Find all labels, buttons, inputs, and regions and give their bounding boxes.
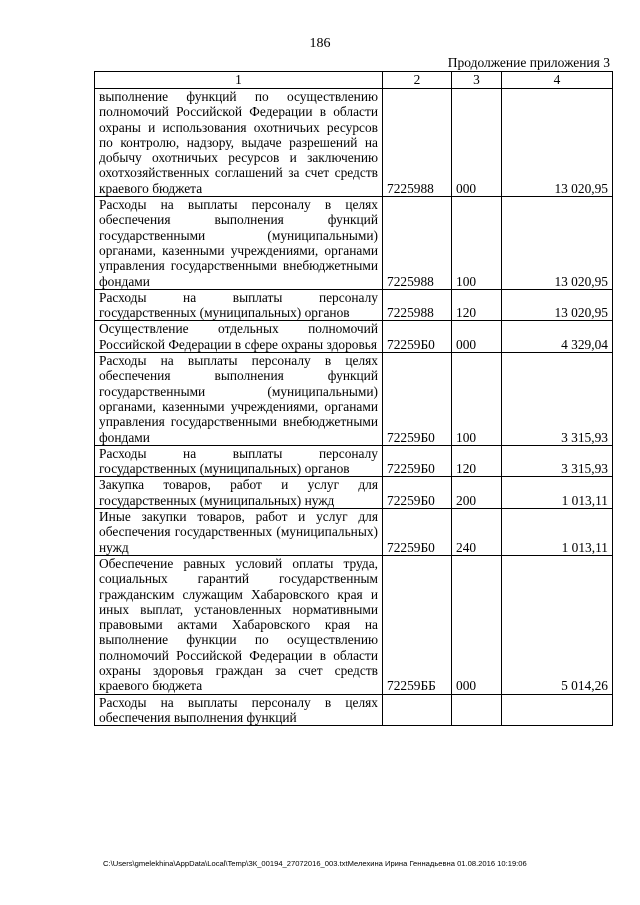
row-expense-type: 200 — [452, 477, 502, 509]
table-row — [95, 353, 613, 446]
row-description: Расходы на выплаты персоналу в целях обеспечения выполнения функций государственными (муниципальными) органами, казенными учреждениями, органами управления государственными внебюджетными фондами — [95, 197, 383, 290]
row-amount: 1 013,11 — [502, 477, 613, 509]
column-header-2: 2 — [383, 72, 452, 89]
table-row — [95, 694, 613, 726]
row-amount: 13 020,95 — [502, 197, 613, 290]
row-expense-type: 100 — [452, 353, 502, 446]
row-amount: 13 020,95 — [502, 289, 613, 321]
row-amount: 3 315,93 — [502, 445, 613, 477]
row-target-code: 72259Б0 — [383, 509, 452, 556]
row-target-code: 7225988 — [383, 289, 452, 321]
row-target-code: 7225988 — [383, 89, 452, 197]
table-row — [95, 477, 613, 509]
row-target-code: 72259Б0 — [383, 321, 452, 353]
file-path-footer: C:\Users\gmelekhina\AppData\Local\Temp\ЗК_00194_27072016_003.txtМелехина Ирина Геннадьевна 01.08.2016 10:19:06 — [103, 859, 527, 868]
row-description: Расходы на выплаты персоналу в целях обеспечения выполнения функций государственными (муниципальными) органами, казенными учреждениями, органами управления государственными внебюджетными фондами — [95, 353, 383, 446]
row-description: Осуществление отдельных полномочий Российской Федерации в сфере охраны здоровья — [95, 321, 383, 353]
row-expense-type: 000 — [452, 555, 502, 694]
row-target-code — [383, 694, 452, 726]
row-expense-type: 000 — [452, 321, 502, 353]
row-description: Расходы на выплаты персоналу государственных (муниципальных) органов — [95, 445, 383, 477]
row-target-code: 7225988 — [383, 197, 452, 290]
row-amount: 3 315,93 — [502, 353, 613, 446]
table-row — [95, 321, 613, 353]
row-description: Расходы на выплаты персоналу в целях обеспечения выполнения функций — [95, 694, 383, 726]
row-target-code: 72259ББ — [383, 555, 452, 694]
row-description: Расходы на выплаты персоналу государственных (муниципальных) органов — [95, 289, 383, 321]
table-row — [95, 555, 613, 694]
row-target-code: 72259Б0 — [383, 445, 452, 477]
row-expense-type: 000 — [452, 89, 502, 197]
row-amount: 4 329,04 — [502, 321, 613, 353]
table-row — [95, 197, 613, 290]
row-target-code: 72259Б0 — [383, 353, 452, 446]
table-header-row — [95, 72, 613, 89]
row-amount: 1 013,11 — [502, 509, 613, 556]
row-target-code: 72259Б0 — [383, 477, 452, 509]
row-expense-type: 120 — [452, 445, 502, 477]
budget-table — [94, 71, 613, 726]
table-row — [95, 445, 613, 477]
continuation-label: Продолжение приложения 3 — [447, 55, 610, 70]
column-header-4: 4 — [502, 72, 613, 89]
row-amount: 5 014,26 — [502, 555, 613, 694]
row-amount — [502, 694, 613, 726]
row-description: Иные закупки товаров, работ и услуг для обеспечения государственных (муниципальных) нужд — [95, 509, 383, 556]
table-row — [95, 509, 613, 556]
table-row — [95, 89, 613, 197]
row-expense-type: 100 — [452, 197, 502, 290]
row-expense-type: 120 — [452, 289, 502, 321]
row-description: Закупка товаров, работ и услуг для государственных (муниципальных) нужд — [95, 477, 383, 509]
column-header-3: 3 — [452, 72, 502, 89]
column-header-1: 1 — [95, 72, 383, 89]
row-amount: 13 020,95 — [502, 89, 613, 197]
page-number: 186 — [309, 36, 331, 51]
table-row — [95, 289, 613, 321]
row-description: Обеспечение равных условий оплаты труда, социальных гарантий государственным гражданским служащим Хабаровского края и иных выплат, установленных нормативными правовыми актами Хабаровского края на выполнение функции по осуществлению полномочий Российской Федерации в области охраны здоровья граждан за счет средств краевого бюджета — [95, 555, 383, 694]
row-description: выполнение функций по осуществлению полномочий Российской Федерации в области охраны и использования охотничьих ресурсов по контролю, надзору, выдаче разрешений на добычу охотничьих ресурсов и заключению охотхозяйственных соглашений за счет средств краевого бюджета — [95, 89, 383, 197]
row-expense-type: 240 — [452, 509, 502, 556]
row-expense-type — [452, 694, 502, 726]
